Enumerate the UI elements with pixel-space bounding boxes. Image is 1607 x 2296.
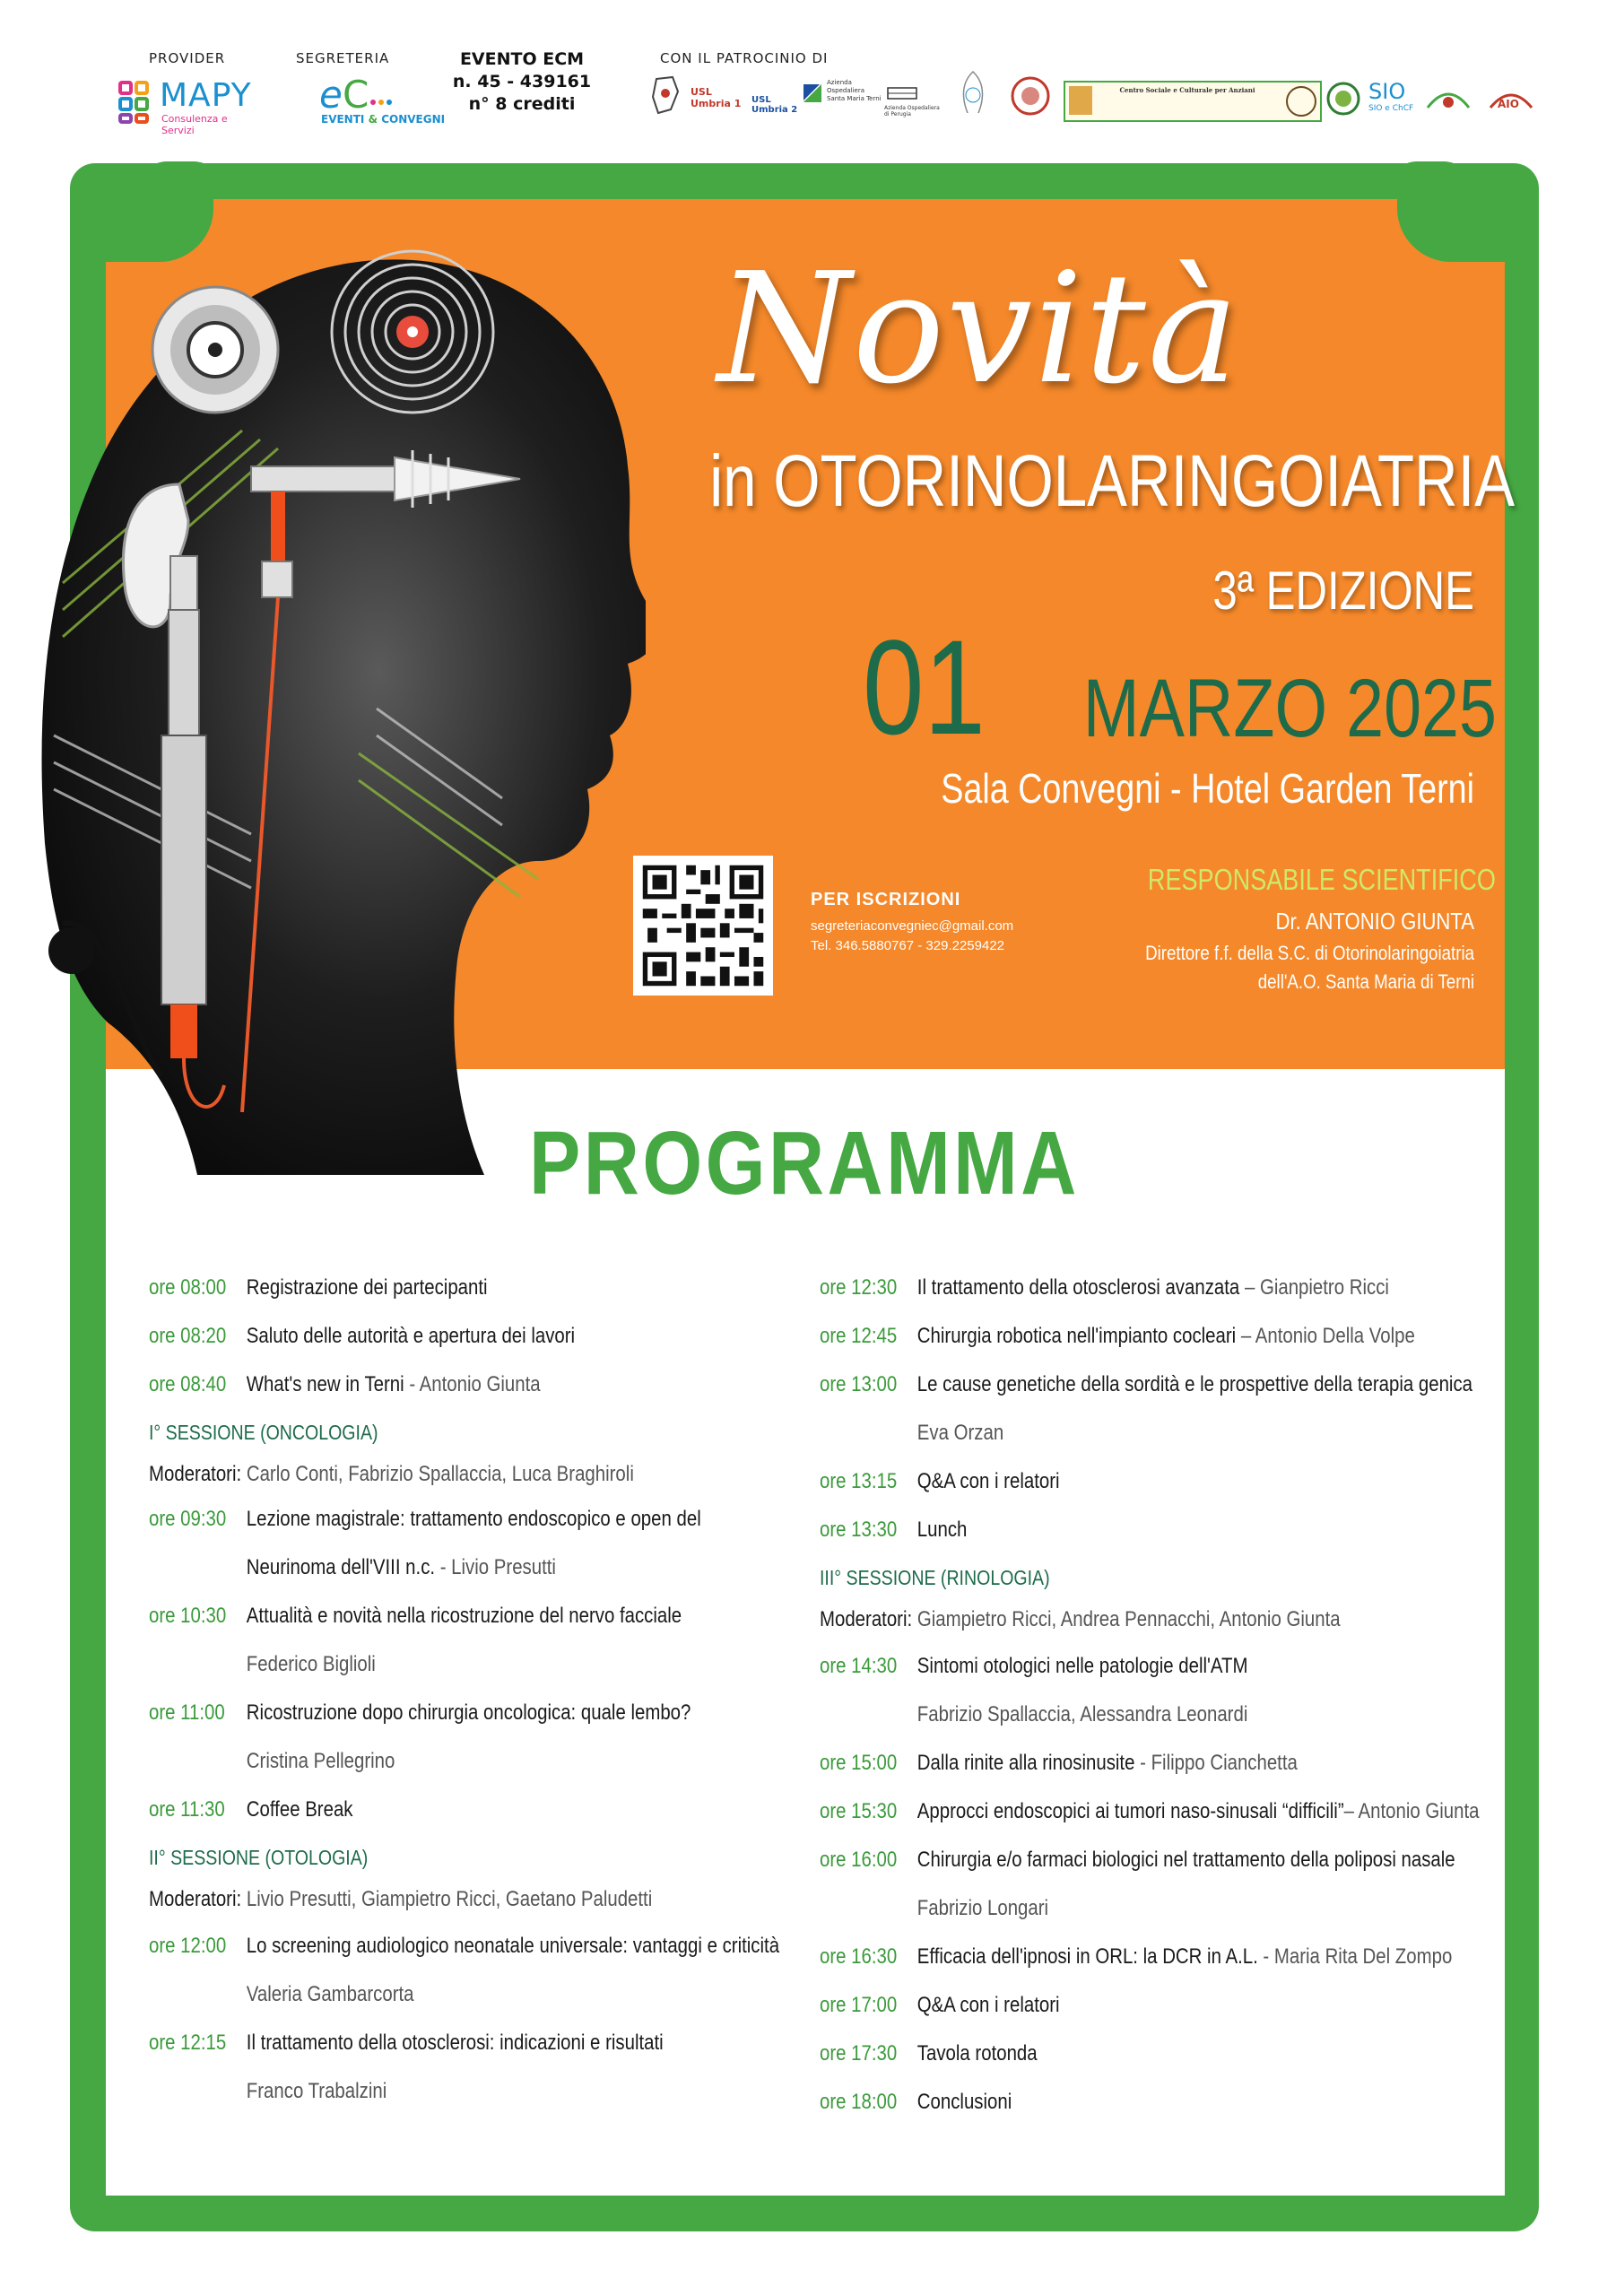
schedule-item-continuation	[149, 1749, 395, 1774]
schedule-speaker: – Antonio Giunta	[1343, 1799, 1480, 1823]
schedule-item	[820, 1324, 1415, 1349]
patron-logo-sio: SIO SIO e ChCF	[1368, 79, 1419, 124]
schedule-title: Registrazione dei partecipanti	[246, 1275, 488, 1300]
association-logo-icon	[1424, 81, 1472, 126]
schedule-speaker: Eva Orzan	[916, 1421, 1004, 1445]
schedule-time: ore 15:00	[820, 1751, 898, 1775]
schedule-speaker: – Antonio Della Volpe	[1236, 1324, 1415, 1348]
svg-text:AIO: AIO	[1498, 98, 1519, 110]
head-profile-illustration-icon	[36, 215, 646, 1202]
schedule-title: Il trattamento della otosclerosi: indicazioni e risultati	[246, 2031, 664, 2055]
moderators-names: Livio Presutti, Giampietro Ricci, Gaetano Paludetti	[241, 1887, 653, 1911]
patron-logo-ao-terni	[802, 77, 882, 122]
aiou-logo-icon	[1485, 81, 1537, 126]
moderators-label: Moderatori:	[820, 1607, 913, 1631]
schedule-item	[149, 1324, 575, 1349]
schedule-time: ore 13:00	[820, 1372, 898, 1396]
schedule-item-continuation	[149, 1555, 556, 1580]
moderators-names: Giampietro Ricci, Andrea Pennacchi, Antonio Giunta	[912, 1607, 1341, 1631]
schedule-title: Saluto delle autorità e apertura dei lavori	[246, 1324, 576, 1348]
schedule-speaker: - Filippo Cianchetta	[1134, 1751, 1298, 1775]
ao-perugia-mark-icon	[884, 86, 920, 100]
centro-sociale-text: Centro Sociale e Culturale per Anziani	[1119, 86, 1255, 94]
segreteria-label: SEGRETERIA	[296, 50, 390, 66]
schedule-title: Lo screening audiologico neonatale universale: vantaggi e criticità	[246, 1934, 780, 1958]
schedule-title: Chirurgia robotica nell'impianto cocleari	[916, 1324, 1237, 1348]
schedule-time: ore 18:00	[820, 2090, 898, 2114]
date-day: 01	[863, 612, 986, 762]
eg-sub-1: EVENTI	[321, 113, 365, 126]
schedule-time: ore 13:15	[820, 1469, 898, 1493]
schedule-item	[149, 1604, 682, 1629]
schedule-speaker: - Maria Rita Del Zompo	[1257, 1944, 1453, 1969]
ecm-title: EVENTO ECM	[459, 49, 585, 69]
schedule-title: Sintomi otologici nelle patologie dell'ATM	[916, 1654, 1248, 1678]
schedule-title: Lunch	[916, 1518, 968, 1542]
eg-eventi-convegni-logo: e C EVENTI & CONVEGNI	[280, 72, 414, 129]
schedule-time: ore 13:30	[820, 1518, 898, 1542]
schedule-item	[149, 1372, 541, 1397]
schedule-time: ore 14:30	[820, 1654, 898, 1678]
schedule-title: Coffee Break	[246, 1797, 353, 1822]
schedule-time: ore 12:15	[149, 2031, 227, 2055]
schedule-time: ore 08:40	[149, 1372, 227, 1396]
schedule-speaker: Fabrizio Longari	[916, 1896, 1049, 1920]
schedule-time: ore 08:20	[149, 1324, 227, 1348]
schedule-title: Le cause genetiche della sordità e le prospettive della terapia genica	[916, 1372, 1473, 1396]
session-heading: II° SESSIONE (OTOLOGIA)	[149, 1846, 369, 1869]
session-moderators	[149, 1462, 634, 1487]
registration-title: PER ISCRIZIONI	[811, 890, 961, 909]
patron-logo-usl1	[691, 86, 748, 131]
schedule-item	[820, 2090, 1012, 2115]
schedule-title: Efficacia dell'ipnosi in ORL: la DCR in A.L.	[916, 1944, 1258, 1969]
schedule-speaker: - Livio Presutti	[435, 1555, 556, 1579]
centro-sociale-banner	[1064, 81, 1322, 122]
schedule-time: ore 16:30	[820, 1944, 898, 1969]
moderators-label: Moderatori:	[149, 1887, 242, 1911]
schedule-item	[820, 1751, 1298, 1776]
schedule-title: Chirurgia e/o farmaci biologici nel trattamento della poliposi nasale	[916, 1848, 1455, 1872]
ecm-info	[441, 48, 603, 116]
svg-text:e: e	[319, 73, 343, 117]
schedule-item	[149, 1275, 488, 1300]
schedule-time: ore 09:30	[149, 1507, 227, 1531]
session-moderators	[820, 1607, 1341, 1632]
patron-logo-usl2	[751, 95, 802, 140]
ecm-credits: n° 8 crediti	[468, 94, 576, 114]
schedule-title: What's new in Terni	[246, 1372, 404, 1396]
green-seal-icon	[1325, 81, 1361, 126]
medical-order-seal-icon	[1010, 75, 1051, 120]
schedule-speaker: Franco Trabalzini	[246, 2079, 387, 2103]
patrocinio-label: CON IL PATROCINIO DI	[660, 50, 829, 66]
schedule-time: ore 10:30	[149, 1604, 227, 1628]
session-heading: III° SESSIONE (RINOLOGIA)	[820, 1566, 1050, 1589]
schedule-time: ore 11:30	[149, 1797, 225, 1822]
schedule-item	[820, 2041, 1038, 2066]
schedule-time: ore 12:00	[149, 1934, 227, 1958]
registration-email[interactable]: segreteriaconvegniec@gmail.com	[811, 918, 1014, 934]
schedule-item	[820, 1799, 1479, 1824]
schedule-item-continuation	[820, 1896, 1048, 1921]
scientific-lead-role-1: Direttore f.f. della S.C. di Otorinolaringoiatria	[1145, 942, 1474, 964]
mapy-name: MAPY	[160, 77, 252, 114]
programma-heading: PROGRAMMA	[529, 1113, 1080, 1213]
schedule-item-continuation	[149, 1982, 414, 2007]
schedule-title: Lezione magistrale: trattamento endoscopico e open del	[246, 1507, 701, 1531]
venue: Sala Convegni - Hotel Garden Terni	[941, 765, 1474, 812]
schedule-title: Il trattamento della otosclerosi avanzata	[916, 1275, 1240, 1300]
schedule-time: ore 15:30	[820, 1799, 898, 1823]
schedule-item	[149, 1507, 701, 1532]
schedule-item	[149, 1797, 352, 1822]
schedule-item	[149, 1700, 691, 1726]
schedule-speaker: - Antonio Giunta	[404, 1372, 541, 1396]
schedule-speaker: Fabrizio Spallaccia, Alessandra Leonardi	[916, 1702, 1248, 1726]
patron-logo-ao-terni-text: Azienda Ospedaliera Santa Maria Terni	[827, 79, 882, 102]
schedule-item-continuation	[820, 1702, 1247, 1727]
schedule-item	[820, 1654, 1247, 1679]
schedule-title: Approcci endoscopici ai tumori naso-sinusali “difficili”	[916, 1799, 1344, 1823]
schedule-item	[820, 1993, 1060, 2018]
scientific-lead-title: RESPONSABILE SCIENTIFICO	[1147, 863, 1496, 896]
schedule-speaker: Federico Biglioli	[246, 1652, 376, 1676]
schedule-title: Attualità e novità nella ricostruzione del nervo facciale	[246, 1604, 682, 1628]
scientific-lead-role-2: dell'A.O. Santa Maria di Terni	[1257, 970, 1474, 993]
date-month-year: MARZO 2025	[1082, 663, 1497, 754]
patron-logo-ao-perugia-text: Azienda Ospedaliera di Perugia	[884, 105, 940, 117]
scientific-lead-name: Dr. ANTONIO GIUNTA	[1275, 908, 1474, 935]
schedule-speaker: Cristina Pellegrino	[246, 1749, 395, 1773]
title-main: in OTORINOLARINGOIATRIA	[709, 440, 1516, 522]
svg-text:C: C	[343, 73, 369, 117]
provider-label: PROVIDER	[149, 50, 226, 66]
moderators-label: Moderatori:	[149, 1462, 242, 1486]
schedule-time: ore 17:30	[820, 2041, 898, 2066]
schedule-title: Conclusioni	[916, 2090, 1012, 2114]
university-seal-icon	[951, 68, 995, 113]
schedule-item	[149, 2031, 664, 2056]
schedule-item-continuation	[149, 1652, 376, 1677]
schedule-time: ore 12:30	[820, 1275, 898, 1300]
schedule-title: Q&A con i relatori	[916, 1993, 1060, 2017]
patron-logo-ao-perugia	[884, 86, 943, 131]
qr-code-icon	[633, 856, 773, 996]
registration-phone[interactable]: Tel. 346.5880767 - 329.2259422	[811, 938, 1005, 953]
patron-logo-sio-text: SIO e ChCF	[1368, 104, 1414, 113]
schedule-item-continuation	[149, 2079, 387, 2104]
edition-label: 3ª EDIZIONE	[1212, 561, 1474, 621]
region-umbria-logo-icon	[647, 74, 683, 118]
title-script: Novità	[717, 240, 1241, 418]
mapy-logo	[118, 77, 262, 136]
ecm-number: n. 45 - 439161	[452, 72, 592, 91]
schedule-item	[149, 1934, 779, 1959]
session-moderators	[149, 1887, 652, 1912]
mapy-subtitle: Consulenza e Servizi	[161, 113, 228, 136]
schedule-title: Dalla rinite alla rinosinusite	[916, 1751, 1135, 1775]
schedule-speaker: – Gianpietro Ricci	[1239, 1275, 1389, 1300]
schedule-time: ore 16:00	[820, 1848, 898, 1872]
registration-qr-code[interactable]	[633, 856, 773, 996]
schedule-time: ore 11:00	[149, 1700, 225, 1725]
session-heading: I° SESSIONE (ONCOLOGIA)	[149, 1421, 378, 1444]
ao-terni-mark-icon	[802, 83, 823, 104]
schedule-item	[820, 1275, 1389, 1300]
schedule-item	[820, 1848, 1455, 1873]
moderators-names: Carlo Conti, Fabrizio Spallaccia, Luca Braghiroli	[241, 1462, 634, 1486]
patron-logo-usl1-text: USL Umbria 1	[691, 86, 742, 109]
schedule-time: ore 17:00	[820, 1993, 898, 2017]
schedule-item	[820, 1944, 1452, 1970]
schedule-title: Tavola rotonda	[916, 2041, 1038, 2066]
schedule-item	[820, 1469, 1060, 1494]
patron-logo-usl2-text: USL Umbria 2	[751, 95, 798, 115]
schedule-title: Ricostruzione dopo chirurgia oncologica: quale lembo?	[246, 1700, 691, 1725]
schedule-title: Neurinoma dell'VIII n.c.	[246, 1555, 436, 1579]
schedule-time: ore 08:00	[149, 1275, 227, 1300]
schedule-speaker: Valeria Gambarcorta	[246, 1982, 414, 2006]
schedule-item-continuation	[820, 1421, 1003, 1446]
eg-sub-2: CONVEGNI	[381, 113, 446, 126]
schedule-item	[820, 1518, 967, 1543]
schedule-item	[820, 1372, 1472, 1397]
schedule-title: Q&A con i relatori	[916, 1469, 1060, 1493]
schedule-time: ore 12:45	[820, 1324, 898, 1348]
